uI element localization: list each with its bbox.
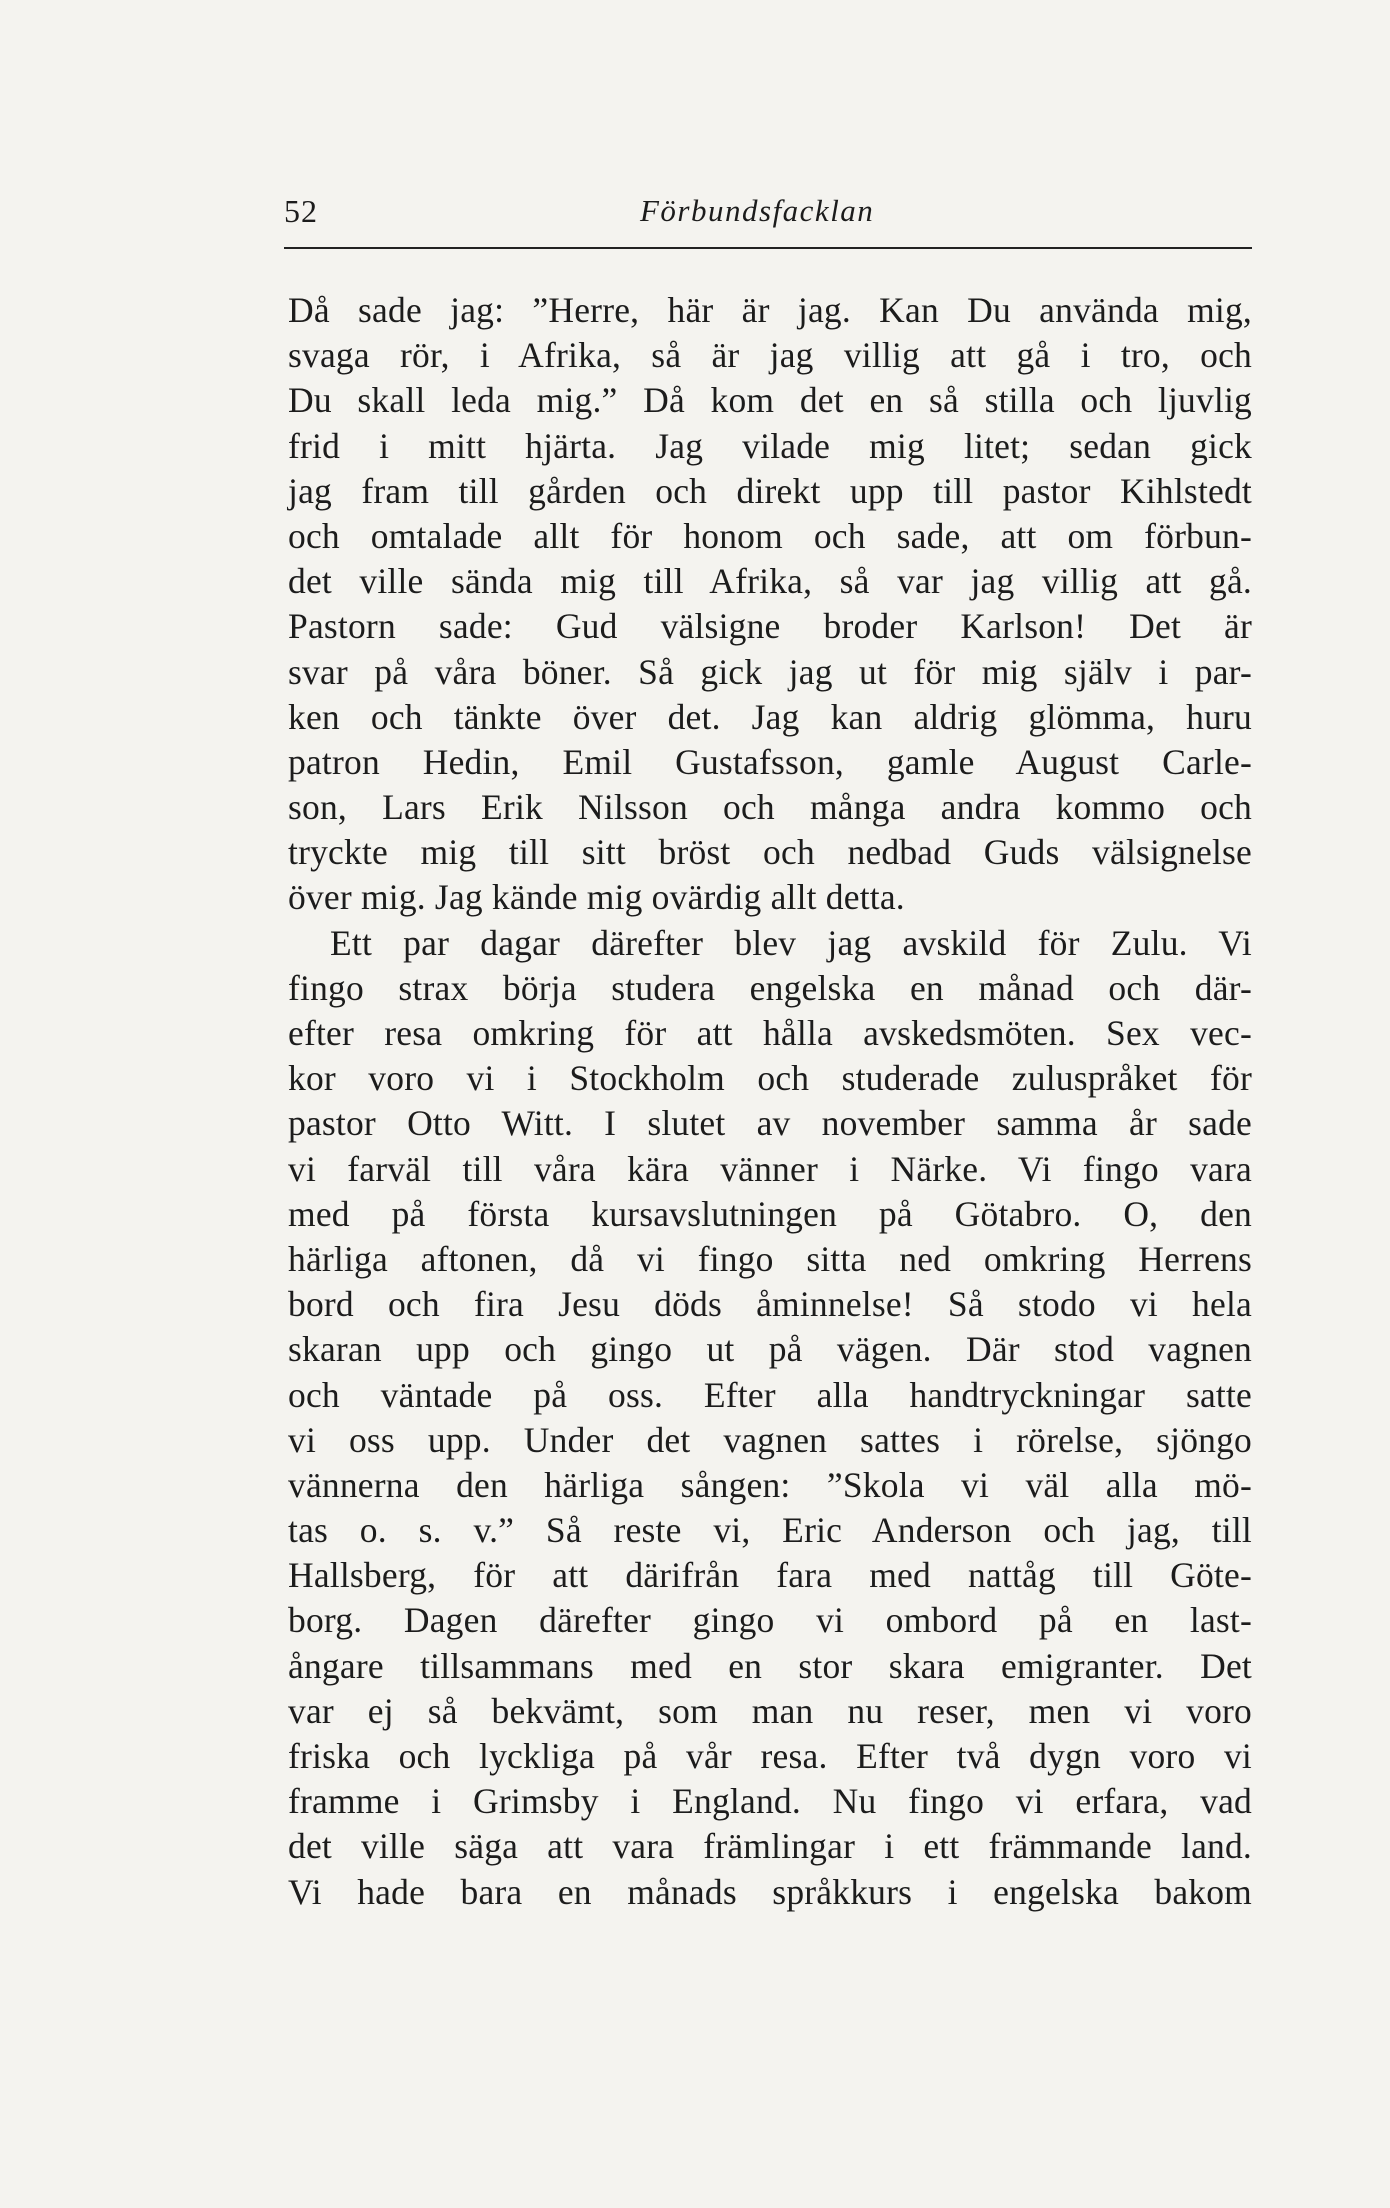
text-line: Ett par dagar därefter blev jag avskild för Zulu. Vi xyxy=(330,922,1252,963)
journal-title: Förbundsfacklan xyxy=(640,193,875,228)
text-line: vi farväl till våra kära vänner i Närke. Vi fingo vara xyxy=(288,1148,1252,1189)
text-line: Hallsberg, för att därifrån fara med nattåg till Göte- xyxy=(288,1555,1252,1596)
body-text xyxy=(288,288,1252,1915)
text-line: Pastorn sade: Gud välsigne broder Karlson! Det är xyxy=(288,606,1252,647)
text-line: och omtalade allt för honom och sade, att om förbun- xyxy=(288,515,1252,556)
text-line: Då sade jag: ”Herre, här är jag. Kan Du använda mig, xyxy=(288,290,1252,330)
text-line: det ville sända mig till Afrika, så var jag villig att gå. xyxy=(288,561,1252,602)
page-number: 52 xyxy=(284,193,318,229)
text-line: härliga aftonen, då vi fingo sitta ned omkring Herrens xyxy=(288,1238,1252,1279)
text-line: patron Hedin, Emil Gustafsson, gamle August Carle- xyxy=(288,741,1252,782)
text-line: framme i Grimsby i England. Nu fingo vi erfara, vad xyxy=(288,1781,1252,1822)
text-line: tryckte mig till sitt bröst och nedbad Guds välsignelse xyxy=(288,832,1252,873)
text-line: son, Lars Erik Nilsson och många andra kommo och xyxy=(288,787,1252,828)
text-line: efter resa omkring för att hålla avskedsmöten. Sex vec- xyxy=(288,1013,1252,1053)
text-line: kor voro vi i Stockholm och studerade zuluspråket för xyxy=(288,1058,1252,1099)
text-line: skaran upp och gingo ut på vägen. Där stod vagnen xyxy=(288,1329,1252,1370)
text-line: pastor Otto Witt. I slutet av november samma år sade xyxy=(288,1103,1252,1144)
text-line: tas o. s. v.” Så reste vi, Eric Anderson och jag, till xyxy=(288,1510,1252,1551)
text-line: ken och tänkte över det. Jag kan aldrig glömma, huru xyxy=(288,696,1252,737)
text-line: Du skall leda mig.” Då kom det en så stilla och ljuvlig xyxy=(288,380,1252,421)
text-line: frid i mitt hjärta. Jag vilade mig litet; sedan gick xyxy=(288,425,1252,466)
header-rule xyxy=(284,247,1252,249)
text-line: vännerna den härliga sången: ”Skola vi väl alla mö- xyxy=(288,1464,1252,1505)
text-line: fingo strax börja studera engelska en månad och där- xyxy=(288,967,1252,1008)
text-line: svar på våra böner. Så gick jag ut för mig själv i par- xyxy=(288,651,1252,692)
text-line: med på första kursavslutningen på Götabro. O, den xyxy=(288,1193,1252,1234)
text-line: vi oss upp. Under det vagnen sattes i rörelse, sjöngo xyxy=(288,1419,1252,1460)
text-line: Vi hade bara en månads språkkurs i engelska bakom xyxy=(288,1871,1252,1912)
text-line: det ville säga att vara främlingar i ett främmande land. xyxy=(288,1826,1252,1867)
text-line: friska och lyckliga på vår resa. Efter två dygn voro vi xyxy=(288,1736,1252,1776)
text-line: jag fram till gården och direkt upp till pastor Kihlstedt xyxy=(288,470,1252,511)
running-head xyxy=(284,186,1252,236)
text-line: ångare tillsammans med en stor skara emigranter. Det xyxy=(288,1645,1252,1686)
text-line: över mig. Jag kände mig ovärdig allt detta. xyxy=(288,877,905,918)
text-line: borg. Dagen därefter gingo vi ombord på en last- xyxy=(288,1600,1252,1641)
text-line: bord och fira Jesu döds åminnelse! Så stodo vi hela xyxy=(288,1284,1252,1325)
text-line: var ej så bekvämt, som man nu reser, men vi voro xyxy=(288,1690,1252,1731)
text-line: och väntade på oss. Efter alla handtryckningar satte xyxy=(288,1374,1252,1415)
text-line: svaga rör, i Afrika, så är jag villig att gå i tro, och xyxy=(288,335,1252,376)
